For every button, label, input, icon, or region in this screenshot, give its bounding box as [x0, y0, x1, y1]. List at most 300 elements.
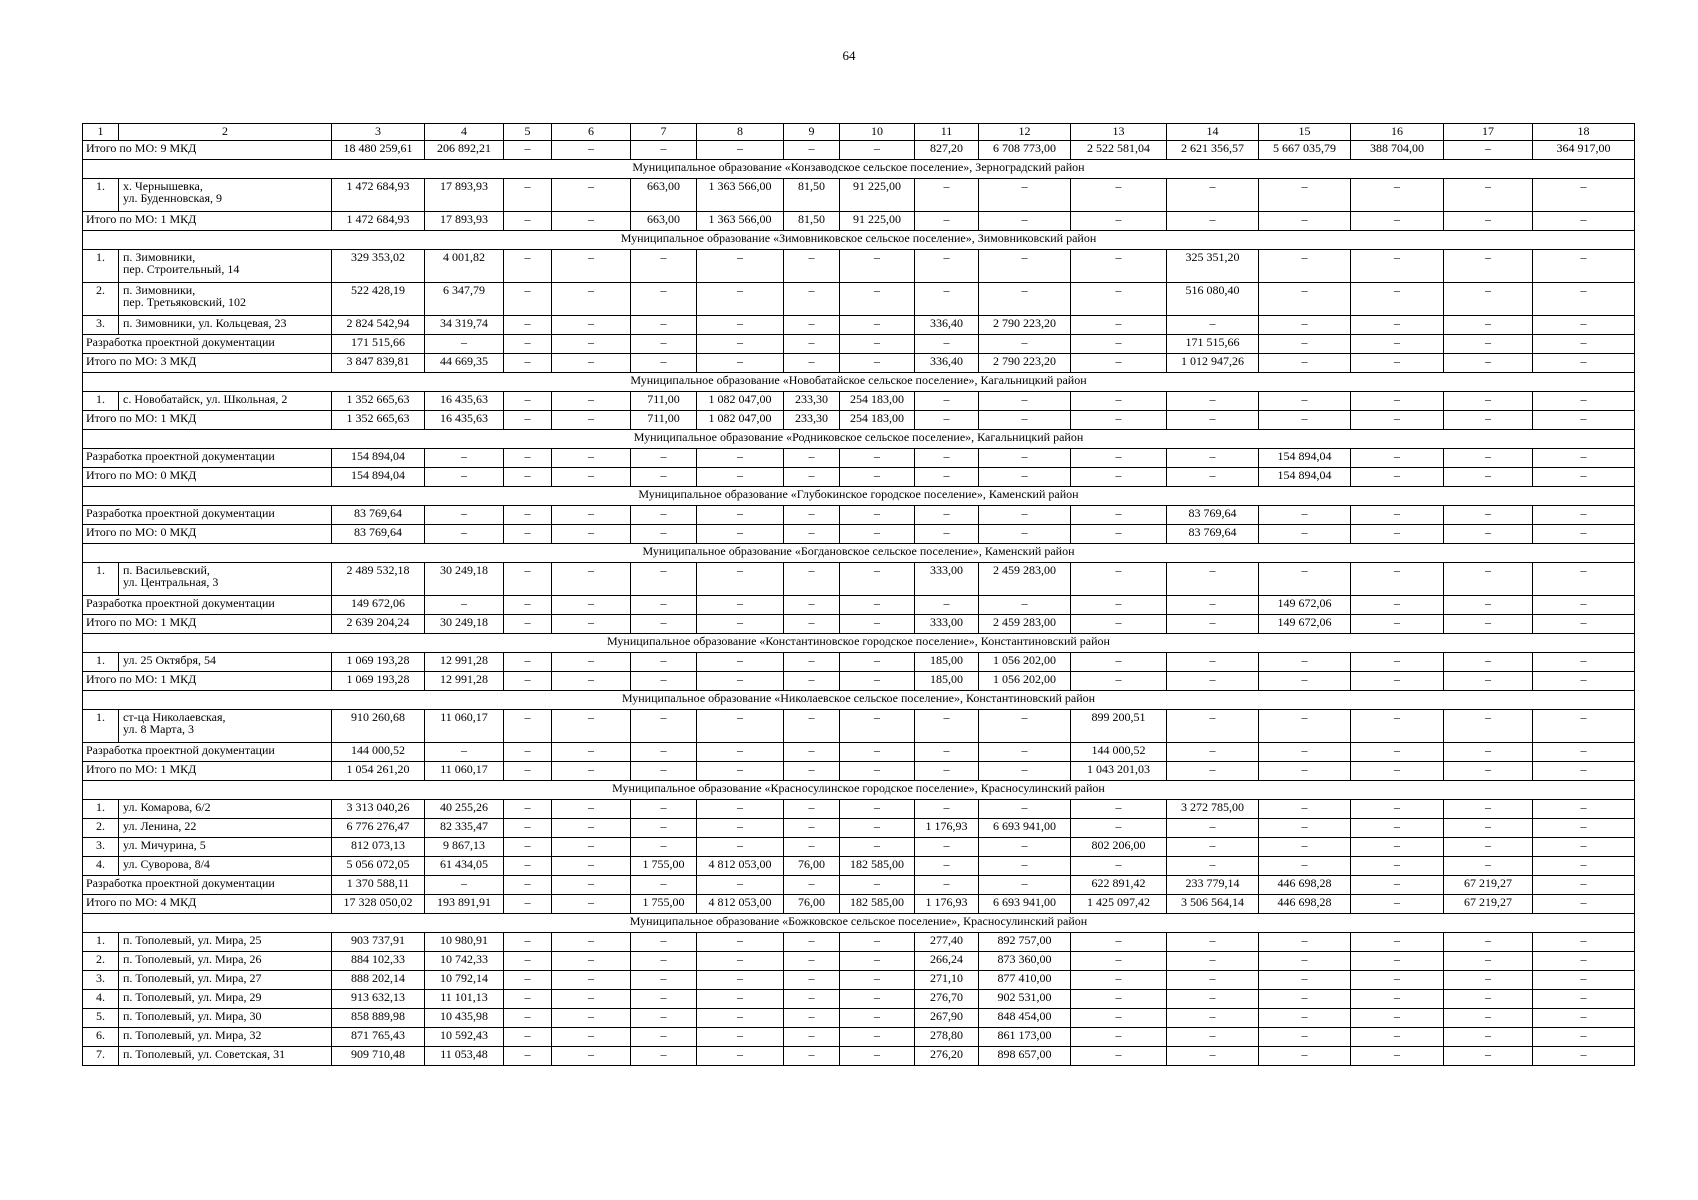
value-cell: – — [1259, 1028, 1351, 1047]
value-cell: 76,00 — [784, 895, 840, 914]
value-cell: – — [504, 392, 552, 411]
value-cell: – — [840, 316, 915, 335]
value-cell: – — [840, 838, 915, 857]
value-cell: – — [552, 895, 631, 914]
value-cell: – — [504, 895, 552, 914]
value-cell: – — [1167, 615, 1259, 634]
table-row — [83, 819, 1635, 838]
value-cell: – — [697, 141, 784, 160]
municipality-heading: Муниципальное образование «Николаевское сельское поселение», Константиновский район — [83, 691, 1635, 710]
value-cell: – — [504, 838, 552, 857]
value-cell: – — [784, 563, 840, 596]
value-cell: – — [1259, 672, 1351, 691]
value-cell: 903 737,91 — [332, 933, 425, 952]
value-cell: – — [1351, 990, 1444, 1009]
value-cell: 3 506 564,14 — [1167, 895, 1259, 914]
value-cell: 877 410,00 — [979, 971, 1071, 990]
row-number: 1. — [83, 800, 119, 819]
value-cell: 254 183,00 — [840, 411, 915, 430]
value-cell: – — [1444, 1047, 1533, 1066]
value-cell: – — [840, 468, 915, 487]
value-cell: – — [840, 710, 915, 743]
value-cell: – — [840, 762, 915, 781]
value-cell: – — [784, 335, 840, 354]
value-cell: – — [1444, 179, 1533, 212]
table-row — [83, 1009, 1635, 1028]
value-cell: – — [1444, 316, 1533, 335]
value-cell: – — [1071, 411, 1167, 430]
value-cell: – — [552, 316, 631, 335]
value-cell: – — [1071, 1009, 1167, 1028]
value-cell: – — [1351, 250, 1444, 283]
value-cell: – — [1071, 468, 1167, 487]
value-cell: 3 313 040,26 — [332, 800, 425, 819]
value-cell: – — [504, 563, 552, 596]
value-cell: – — [631, 316, 697, 335]
value-cell: – — [697, 971, 784, 990]
value-cell: – — [1071, 179, 1167, 212]
value-cell: – — [979, 468, 1071, 487]
value-cell: – — [631, 468, 697, 487]
address-cell — [119, 971, 332, 990]
value-cell: – — [1533, 468, 1635, 487]
row-number: 2. — [83, 952, 119, 971]
value-cell: – — [1533, 819, 1635, 838]
value-cell: 333,00 — [915, 615, 979, 634]
address-line: ст-ца Николаевская, — [123, 710, 226, 724]
value-cell: – — [979, 857, 1071, 876]
summary-row — [83, 141, 1635, 160]
column-number-1: 1 — [83, 124, 119, 141]
value-cell: 91 225,00 — [840, 179, 915, 212]
value-cell: – — [1444, 525, 1533, 544]
value-cell: – — [979, 525, 1071, 544]
value-cell: – — [1533, 506, 1635, 525]
value-cell: – — [1071, 525, 1167, 544]
address-line: ул. Суворова, 8/4 — [123, 857, 210, 871]
column-number-18: 18 — [1533, 124, 1635, 141]
value-cell: 11 060,17 — [425, 762, 504, 781]
value-cell: 12 991,28 — [425, 653, 504, 672]
section-heading-row — [83, 914, 1635, 933]
value-cell: – — [1351, 506, 1444, 525]
value-cell: – — [784, 1028, 840, 1047]
value-cell: – — [784, 876, 840, 895]
value-cell: 81,50 — [784, 212, 840, 231]
value-cell: – — [504, 876, 552, 895]
value-cell: – — [979, 411, 1071, 430]
table-row — [83, 800, 1635, 819]
value-cell: 185,00 — [915, 653, 979, 672]
value-cell: – — [631, 563, 697, 596]
value-cell: – — [1533, 1028, 1635, 1047]
value-cell: 6 776 276,47 — [332, 819, 425, 838]
value-cell: 888 202,14 — [332, 971, 425, 990]
address-cell — [119, 392, 332, 411]
address-cell — [119, 250, 332, 283]
value-cell: – — [1533, 411, 1635, 430]
address-cell — [119, 800, 332, 819]
value-cell: – — [1167, 971, 1259, 990]
value-cell: 4 812 053,00 — [697, 895, 784, 914]
value-cell: – — [1259, 283, 1351, 316]
value-cell: – — [840, 335, 915, 354]
value-cell: 10 592,43 — [425, 1028, 504, 1047]
row-label: Разработка проектной документации — [83, 449, 332, 468]
value-cell: – — [1351, 933, 1444, 952]
value-cell: 913 632,13 — [332, 990, 425, 1009]
value-cell: 711,00 — [631, 392, 697, 411]
value-cell: – — [1444, 283, 1533, 316]
value-cell: 4 812 053,00 — [697, 857, 784, 876]
value-cell: – — [784, 506, 840, 525]
value-cell: – — [1071, 990, 1167, 1009]
value-cell: – — [1533, 283, 1635, 316]
value-cell: 11 060,17 — [425, 710, 504, 743]
value-cell: – — [552, 743, 631, 762]
value-cell: – — [1444, 250, 1533, 283]
value-cell: – — [1444, 596, 1533, 615]
value-cell: – — [631, 800, 697, 819]
value-cell: 17 893,93 — [425, 212, 504, 231]
value-cell: – — [504, 653, 552, 672]
row-label: Итого по МО: 1 МКД — [83, 762, 332, 781]
value-cell: – — [840, 615, 915, 634]
value-cell: – — [1444, 335, 1533, 354]
value-cell: – — [1533, 1009, 1635, 1028]
value-cell: 34 319,74 — [425, 316, 504, 335]
municipality-heading: Муниципальное образование «Глубокинское городское поселение», Каменский район — [83, 487, 1635, 506]
value-cell: – — [1533, 335, 1635, 354]
value-cell: – — [1444, 354, 1533, 373]
column-number-17: 17 — [1444, 124, 1533, 141]
value-cell: – — [552, 525, 631, 544]
value-cell: – — [1351, 653, 1444, 672]
value-cell: – — [1351, 468, 1444, 487]
value-cell: 10 792,14 — [425, 971, 504, 990]
value-cell: – — [1444, 672, 1533, 691]
value-cell: 446 698,28 — [1259, 895, 1351, 914]
table-row — [83, 563, 1635, 596]
value-cell: 1 054 261,20 — [332, 762, 425, 781]
value-cell: 802 206,00 — [1071, 838, 1167, 857]
value-cell: – — [1259, 838, 1351, 857]
value-cell: 185,00 — [915, 672, 979, 691]
value-cell: – — [1444, 449, 1533, 468]
value-cell: – — [1533, 354, 1635, 373]
value-cell: – — [1167, 212, 1259, 231]
value-cell: – — [1351, 762, 1444, 781]
value-cell: 1 069 193,28 — [332, 672, 425, 691]
value-cell: – — [1259, 1047, 1351, 1066]
value-cell: – — [1351, 1009, 1444, 1028]
row-label: Итого по МО: 1 МКД — [83, 411, 332, 430]
value-cell: – — [425, 743, 504, 762]
value-cell: – — [1351, 392, 1444, 411]
address-line: п. Тополевый, ул. Мира, 29 — [123, 990, 262, 1004]
column-number-15: 15 — [1259, 124, 1351, 141]
value-cell: – — [1259, 653, 1351, 672]
table-row — [83, 990, 1635, 1009]
value-cell: – — [1167, 743, 1259, 762]
value-cell: 1 082 047,00 — [697, 411, 784, 430]
value-cell: – — [915, 710, 979, 743]
value-cell: – — [784, 971, 840, 990]
value-cell: – — [1533, 212, 1635, 231]
value-cell: – — [1444, 1028, 1533, 1047]
row-number: 1. — [83, 392, 119, 411]
address-line: с. Новобатайск, ул. Школьная, 2 — [123, 392, 288, 406]
value-cell: 5 667 035,79 — [1259, 141, 1351, 160]
value-cell: – — [1533, 392, 1635, 411]
value-cell: – — [1444, 819, 1533, 838]
section-heading-row — [83, 634, 1635, 653]
value-cell: 233,30 — [784, 411, 840, 430]
value-cell: 6 693 941,00 — [979, 819, 1071, 838]
value-cell: 1 176,93 — [915, 895, 979, 914]
value-cell: – — [1259, 952, 1351, 971]
address-cell — [119, 179, 332, 212]
value-cell: – — [504, 411, 552, 430]
value-cell: – — [552, 250, 631, 283]
value-cell: – — [1533, 449, 1635, 468]
value-cell: – — [552, 762, 631, 781]
value-cell: 1 056 202,00 — [979, 653, 1071, 672]
value-cell: – — [1167, 990, 1259, 1009]
value-cell: – — [840, 596, 915, 615]
value-cell: – — [840, 819, 915, 838]
summary-row — [83, 506, 1635, 525]
row-label: Разработка проектной документации — [83, 743, 332, 762]
value-cell: – — [697, 838, 784, 857]
summary-row — [83, 354, 1635, 373]
value-cell: – — [1533, 838, 1635, 857]
value-cell: – — [697, 525, 784, 544]
value-cell: – — [1444, 563, 1533, 596]
value-cell: – — [784, 819, 840, 838]
value-cell: 1 352 665,63 — [332, 392, 425, 411]
value-cell: – — [504, 800, 552, 819]
value-cell: – — [1444, 468, 1533, 487]
summary-row — [83, 615, 1635, 634]
value-cell: 233,30 — [784, 392, 840, 411]
value-cell: – — [1071, 800, 1167, 819]
value-cell: – — [915, 762, 979, 781]
value-cell: – — [697, 1009, 784, 1028]
value-cell: – — [784, 743, 840, 762]
summary-row — [83, 743, 1635, 762]
value-cell: – — [1259, 1009, 1351, 1028]
value-cell: 11 053,48 — [425, 1047, 504, 1066]
value-cell: 6 693 941,00 — [979, 895, 1071, 914]
column-number-8: 8 — [697, 124, 784, 141]
row-label: Итого по МО: 0 МКД — [83, 525, 332, 544]
value-cell: 154 894,04 — [332, 449, 425, 468]
value-cell: – — [784, 933, 840, 952]
column-number-7: 7 — [631, 124, 697, 141]
address-line: ул. Центральная, 3 — [123, 575, 219, 589]
value-cell: 82 335,47 — [425, 819, 504, 838]
value-cell: – — [1259, 971, 1351, 990]
value-cell: – — [979, 762, 1071, 781]
value-cell: 154 894,04 — [1259, 468, 1351, 487]
value-cell: 899 200,51 — [1071, 710, 1167, 743]
value-cell: – — [631, 653, 697, 672]
value-cell: – — [504, 449, 552, 468]
value-cell: – — [631, 335, 697, 354]
value-cell: – — [1533, 990, 1635, 1009]
value-cell: – — [631, 743, 697, 762]
value-cell: 4 001,82 — [425, 250, 504, 283]
value-cell: – — [784, 316, 840, 335]
value-cell: 9 867,13 — [425, 838, 504, 857]
value-cell: – — [840, 1009, 915, 1028]
value-cell: – — [1167, 838, 1259, 857]
row-number: 1. — [83, 653, 119, 672]
value-cell: – — [915, 283, 979, 316]
value-cell: – — [1444, 952, 1533, 971]
value-cell: 1 352 665,63 — [332, 411, 425, 430]
address-line: п. Зимовники, ул. Кольцевая, 23 — [123, 316, 287, 330]
value-cell: 67 219,27 — [1444, 876, 1533, 895]
value-cell: – — [552, 392, 631, 411]
value-cell: – — [840, 1028, 915, 1047]
address-cell — [119, 819, 332, 838]
value-cell: – — [1071, 392, 1167, 411]
row-number: 3. — [83, 838, 119, 857]
value-cell: 2 824 542,94 — [332, 316, 425, 335]
value-cell: – — [1071, 933, 1167, 952]
value-cell: – — [979, 876, 1071, 895]
value-cell: 30 249,18 — [425, 563, 504, 596]
value-cell: 12 991,28 — [425, 672, 504, 691]
value-cell: – — [697, 354, 784, 373]
value-cell: – — [552, 335, 631, 354]
municipality-heading: Муниципальное образование «Красносулинское городское поселение», Красносулинский район — [83, 781, 1635, 800]
value-cell: – — [784, 672, 840, 691]
value-cell: – — [840, 525, 915, 544]
value-cell: – — [1533, 316, 1635, 335]
value-cell: – — [697, 990, 784, 1009]
value-cell: – — [1351, 1028, 1444, 1047]
value-cell: – — [1167, 1028, 1259, 1047]
value-cell: – — [631, 971, 697, 990]
value-cell: – — [552, 596, 631, 615]
address-line: ул. 25 Октября, 54 — [123, 653, 217, 667]
value-cell: – — [552, 971, 631, 990]
value-cell: 2 459 283,00 — [979, 615, 1071, 634]
value-cell: – — [915, 449, 979, 468]
value-cell: – — [504, 615, 552, 634]
column-number-2: 2 — [119, 124, 332, 141]
value-cell: – — [915, 800, 979, 819]
value-cell: – — [504, 141, 552, 160]
value-cell: – — [1533, 857, 1635, 876]
value-cell: – — [979, 596, 1071, 615]
value-cell: – — [840, 354, 915, 373]
value-cell: 898 657,00 — [979, 1047, 1071, 1066]
value-cell: – — [840, 952, 915, 971]
value-cell: – — [1259, 563, 1351, 596]
table-row — [83, 710, 1635, 743]
value-cell: – — [631, 672, 697, 691]
value-cell: – — [784, 1009, 840, 1028]
value-cell: – — [1444, 800, 1533, 819]
value-cell: – — [1259, 710, 1351, 743]
summary-row — [83, 212, 1635, 231]
value-cell: – — [1071, 952, 1167, 971]
value-cell: – — [504, 743, 552, 762]
value-cell: – — [1167, 316, 1259, 335]
value-cell: – — [1533, 596, 1635, 615]
value-cell: – — [697, 250, 784, 283]
table-row — [83, 971, 1635, 990]
value-cell: 364 917,00 — [1533, 141, 1635, 160]
column-number-13: 13 — [1071, 124, 1167, 141]
value-cell: 858 889,98 — [332, 1009, 425, 1028]
value-cell: 1 069 193,28 — [332, 653, 425, 672]
value-cell: 271,10 — [915, 971, 979, 990]
value-cell: 1 370 588,11 — [332, 876, 425, 895]
value-cell: – — [1071, 653, 1167, 672]
value-cell: 388 704,00 — [1351, 141, 1444, 160]
value-cell: 1 363 566,00 — [697, 212, 784, 231]
value-cell: – — [1533, 179, 1635, 212]
value-cell: – — [631, 952, 697, 971]
municipality-heading: Муниципальное образование «Конзаводское сельское поселение», Зерноградский район — [83, 160, 1635, 179]
value-cell: – — [552, 1028, 631, 1047]
value-cell: 81,50 — [784, 179, 840, 212]
value-cell: – — [697, 1028, 784, 1047]
value-cell: – — [504, 857, 552, 876]
value-cell: – — [1259, 525, 1351, 544]
value-cell: – — [1351, 212, 1444, 231]
address-cell — [119, 952, 332, 971]
value-cell: – — [840, 250, 915, 283]
row-label: Разработка проектной документации — [83, 876, 332, 895]
summary-row — [83, 411, 1635, 430]
value-cell: – — [504, 819, 552, 838]
address-cell — [119, 653, 332, 672]
value-cell: – — [1351, 838, 1444, 857]
value-cell: – — [1351, 800, 1444, 819]
value-cell: – — [979, 449, 1071, 468]
value-cell: 3 272 785,00 — [1167, 800, 1259, 819]
row-number: 2. — [83, 819, 119, 838]
table-row — [83, 952, 1635, 971]
value-cell: 182 585,00 — [840, 857, 915, 876]
table-row — [83, 179, 1635, 212]
value-cell: – — [697, 743, 784, 762]
municipality-heading: Муниципальное образование «Божковское сельское поселение», Красносулинский район — [83, 914, 1635, 933]
table-row — [83, 1028, 1635, 1047]
value-cell: 83 769,64 — [332, 525, 425, 544]
value-cell: – — [504, 990, 552, 1009]
value-cell: – — [1351, 615, 1444, 634]
value-cell: – — [697, 933, 784, 952]
column-number-5: 5 — [504, 124, 552, 141]
section-heading-row — [83, 231, 1635, 250]
value-cell: – — [631, 710, 697, 743]
value-cell: – — [1444, 506, 1533, 525]
value-cell: – — [1444, 615, 1533, 634]
value-cell: – — [784, 283, 840, 316]
value-cell: – — [1167, 672, 1259, 691]
value-cell: – — [915, 468, 979, 487]
value-cell: – — [1259, 990, 1351, 1009]
value-cell: – — [1533, 710, 1635, 743]
value-cell: – — [697, 468, 784, 487]
